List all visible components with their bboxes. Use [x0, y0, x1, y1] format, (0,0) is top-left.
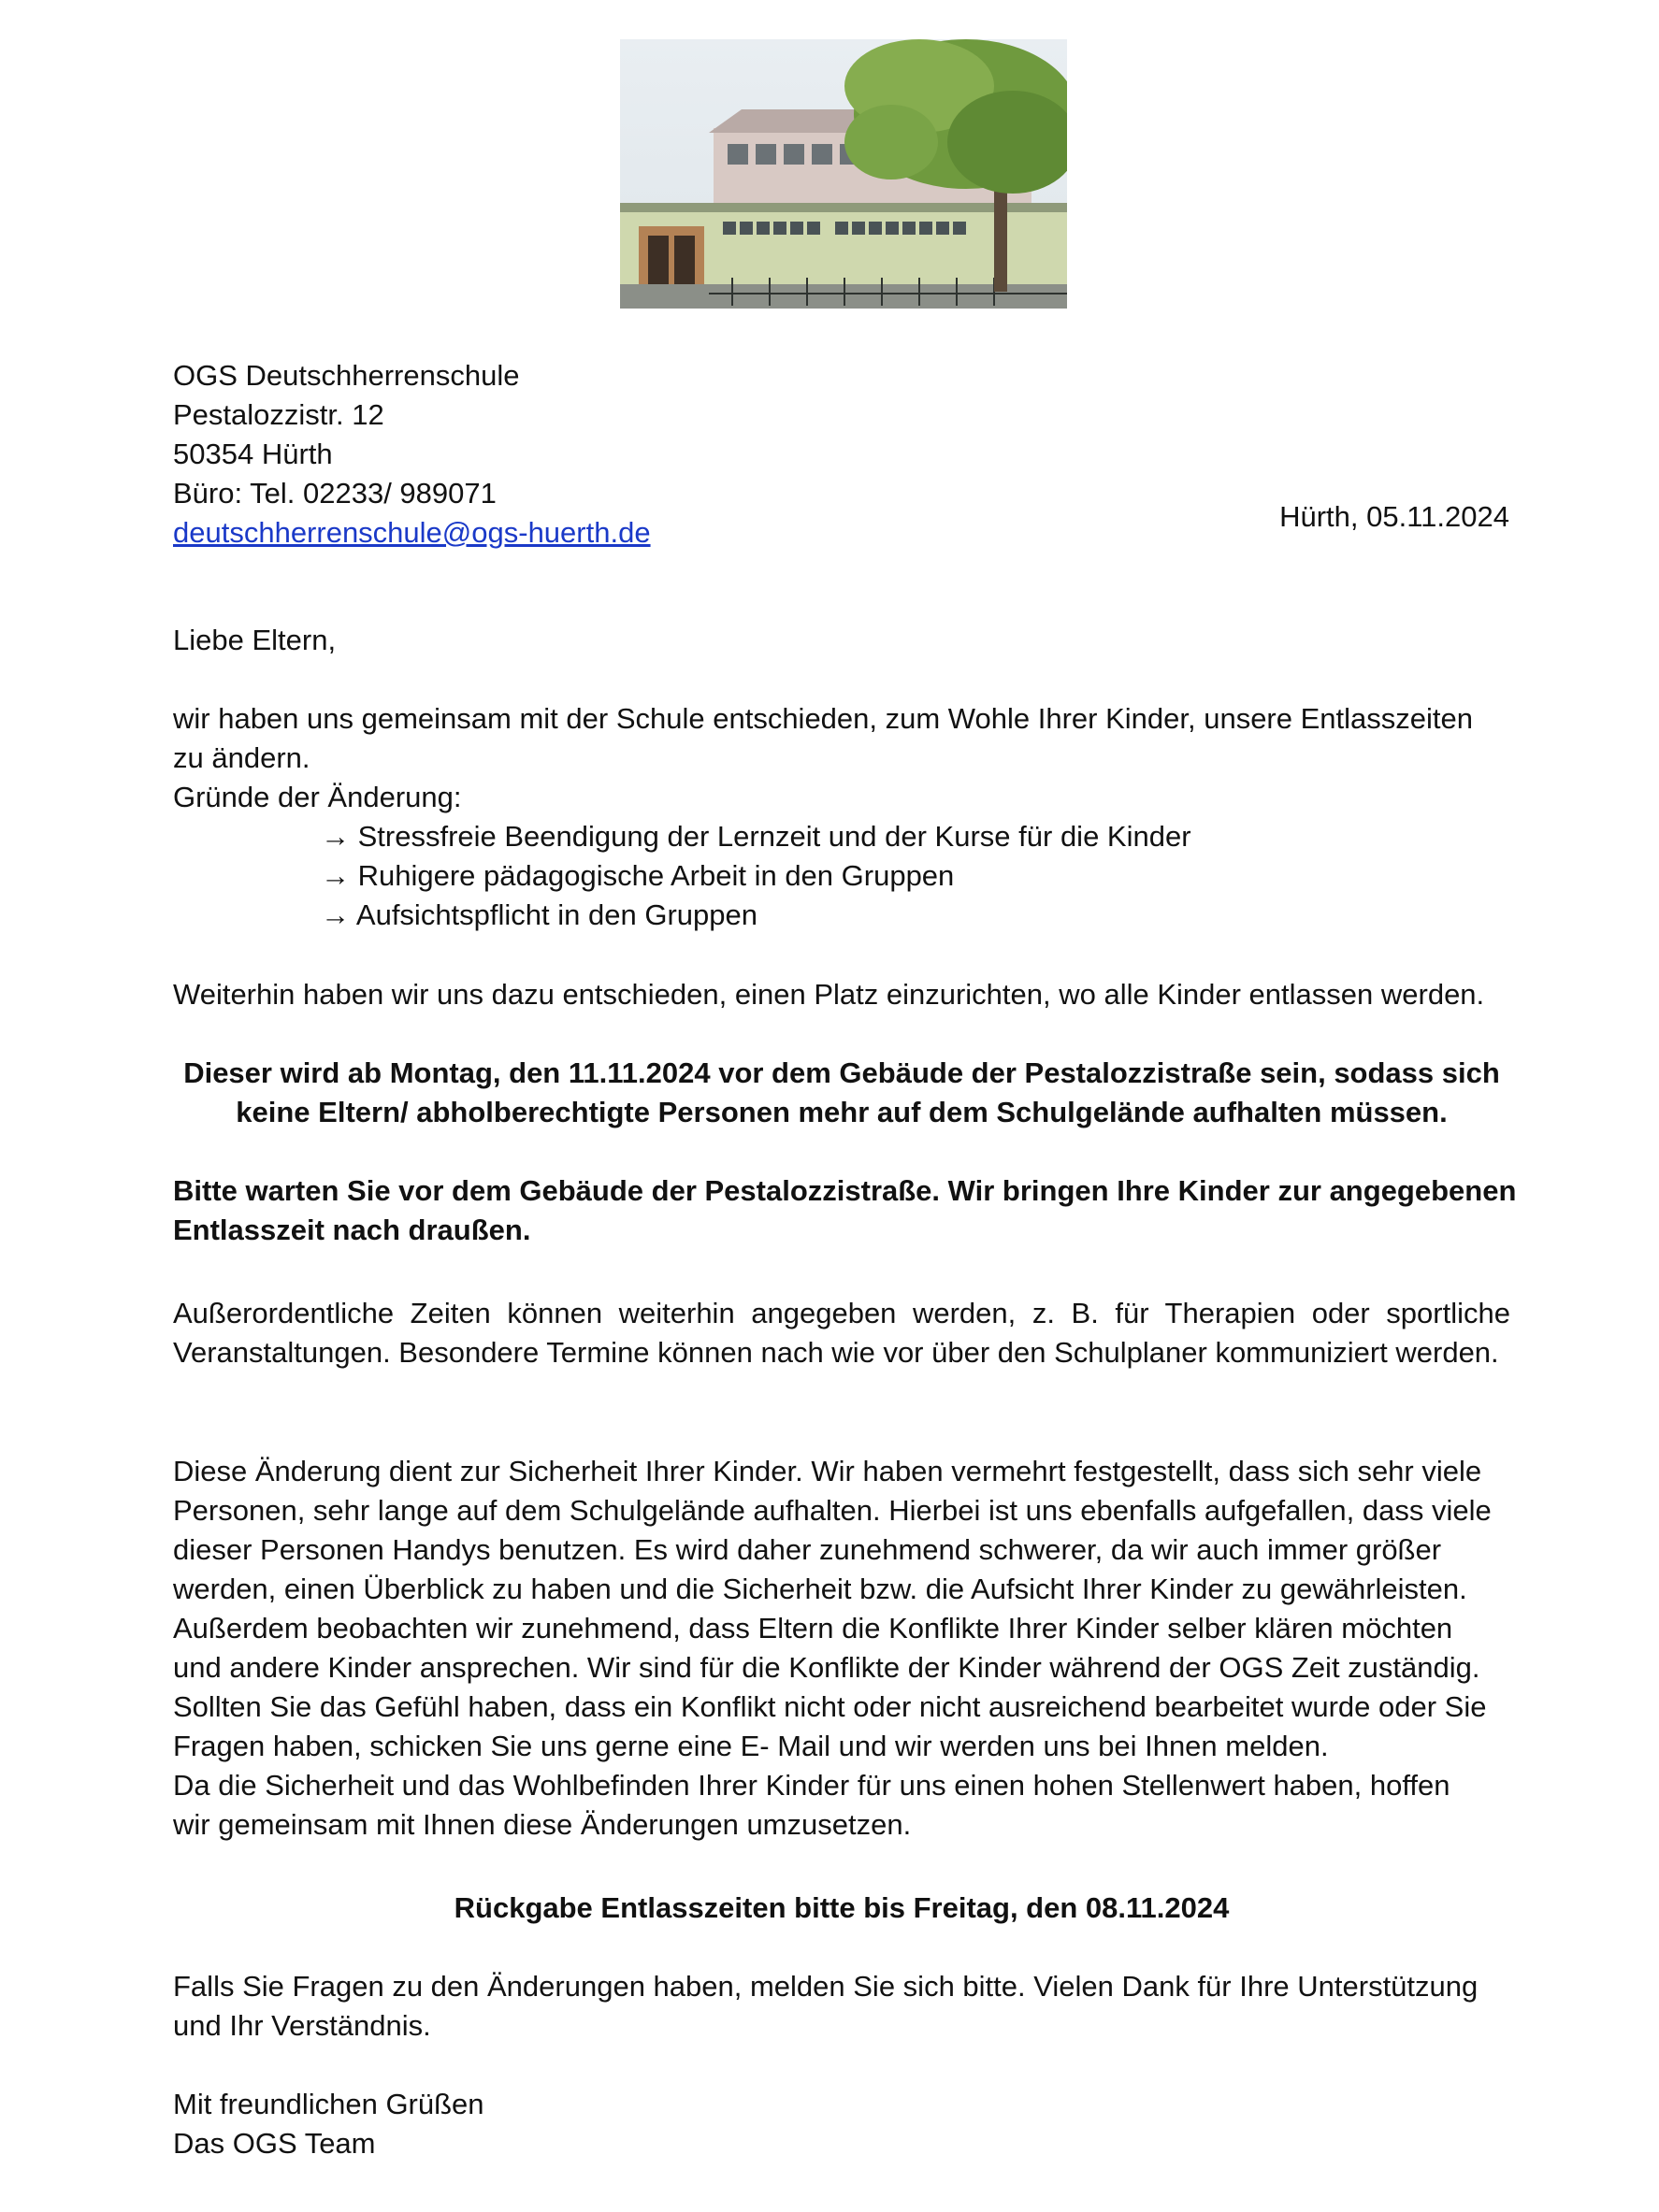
questions-line: und Ihr Verständnis.: [173, 2009, 431, 2042]
sender-phone: Büro: Tel. 02233/ 989071: [173, 477, 497, 510]
questions-line: Falls Sie Fragen zu den Änderungen haben, melden Sie sich bitte. Vielen Dank für Ihre Unterstützung: [173, 1970, 1479, 2003]
reasons-list: [321, 817, 1510, 935]
intro-line: wir haben uns gemeinsam mit der Schule entschieden, zum Wohle Ihrer Kinder, unsere Entlasszeiten: [173, 702, 1473, 735]
safety-line: Außerdem beobachten wir zunehmend, dass Eltern die Konflikte Ihrer Kinder selber klären möchten: [173, 1612, 1453, 1645]
reasons-title: Gründe der Änderung:: [173, 781, 462, 813]
safety-line: Fragen haben, schicken Sie uns gerne eine E- Mail und wir werden uns bei Ihnen melden.: [173, 1730, 1329, 1762]
safety-line: Diese Änderung dient zur Sicherheit Ihrer Kinder. Wir haben vermehrt festgestellt, dass sich sehr viele: [173, 1455, 1482, 1487]
location-notice-line: keine Eltern/ abholberechtigte Personen mehr auf dem Schulgelände aufhalten müssen.: [236, 1096, 1448, 1128]
intro-line: zu ändern.: [173, 741, 310, 774]
closing: [173, 2085, 1510, 2163]
safety-line: wir gemeinsam mit Ihnen diese Änderungen umzusetzen.: [173, 1808, 912, 1841]
closing-text: Mit freundlichen Grüßen: [173, 2088, 484, 2120]
extra-times-paragraph: [173, 1294, 1510, 1372]
safety-paragraph: [173, 1452, 1510, 1845]
safety-line: werden, einen Überblick zu haben und die Sicherheit bzw. die Aufsicht Ihrer Kinder zu gewährleisten.: [173, 1573, 1467, 1605]
location-notice-line: Dieser wird ab Montag, den 11.11.2024 vor dem Gebäude der Pestalozzistraße sein, sodass sich: [183, 1056, 1500, 1089]
salutation-text: Liebe Eltern,: [173, 624, 337, 656]
extra-times-text: Außerordentliche Zeiten können weiterhin angegeben werden, z. B. für Therapien oder sportliche Veranstaltungen. Besondere Termine können nach wie vor über den Schulplaner kommuniziert werden.: [173, 1297, 1510, 1369]
reason-item: → Ruhigere pädagogische Arbeit in den Gruppen: [321, 859, 955, 892]
safety-line: Personen, sehr lange auf dem Schulgelände aufhalten. Hierbei ist uns ebenfalls aufgefallen, dass viele: [173, 1494, 1492, 1527]
salutation: [173, 621, 1510, 660]
school-building-photo: [620, 39, 1067, 309]
wait-notice-line: Bitte warten Sie vor dem Gebäude der Pestalozzistraße. Wir bringen Ihre Kinder zur angegebenen: [173, 1174, 1517, 1207]
questions-paragraph: [173, 1967, 1510, 2046]
wait-notice: [173, 1171, 1517, 1250]
location-notice: [173, 1054, 1510, 1132]
sender-org: OGS Deutschherrenschule: [173, 359, 520, 392]
reason-item: → Stressfreie Beendigung der Lernzeit und der Kurse für die Kinder: [321, 820, 1191, 853]
wait-notice-line: Entlasszeit nach draußen.: [173, 1214, 531, 1246]
return-notice-text: Rückgabe Entlasszeiten bitte bis Freitag, den 08.11.2024: [454, 1891, 1230, 1924]
place-paragraph: [173, 975, 1510, 1014]
safety-line: Da die Sicherheit und das Wohlbefinden Ihrer Kinder für uns einen hohen Stellenwert haben, hoffen: [173, 1769, 1450, 1802]
place-date: Hürth, 05.11.2024: [1279, 500, 1509, 533]
safety-line: Sollten Sie das Gefühl haben, dass ein Konflikt nicht oder nicht ausreichend bearbeitet wurde oder Sie: [173, 1690, 1487, 1723]
sender-street: Pestalozzistr. 12: [173, 398, 384, 431]
place-text: Weiterhin haben wir uns dazu entschieden, einen Platz einzurichten, wo alle Kinder entlassen werden.: [173, 978, 1485, 1011]
reason-item: → Aufsichtspflicht in den Gruppen: [321, 898, 757, 931]
safety-line: und andere Kinder ansprechen. Wir sind für die Konflikte der Kinder während der OGS Zeit zuständig.: [173, 1651, 1480, 1684]
sender-email-link[interactable]: deutschherrenschule@ogs-huerth.de: [173, 516, 651, 549]
signature: Das OGS Team: [173, 2127, 376, 2160]
sender-city: 50354 Hürth: [173, 438, 333, 470]
return-notice: [173, 1889, 1510, 1928]
safety-line: dieser Personen Handys benutzen. Es wird daher zunehmend schwerer, da wir auch immer größer: [173, 1533, 1442, 1566]
intro-paragraph: [173, 699, 1510, 935]
